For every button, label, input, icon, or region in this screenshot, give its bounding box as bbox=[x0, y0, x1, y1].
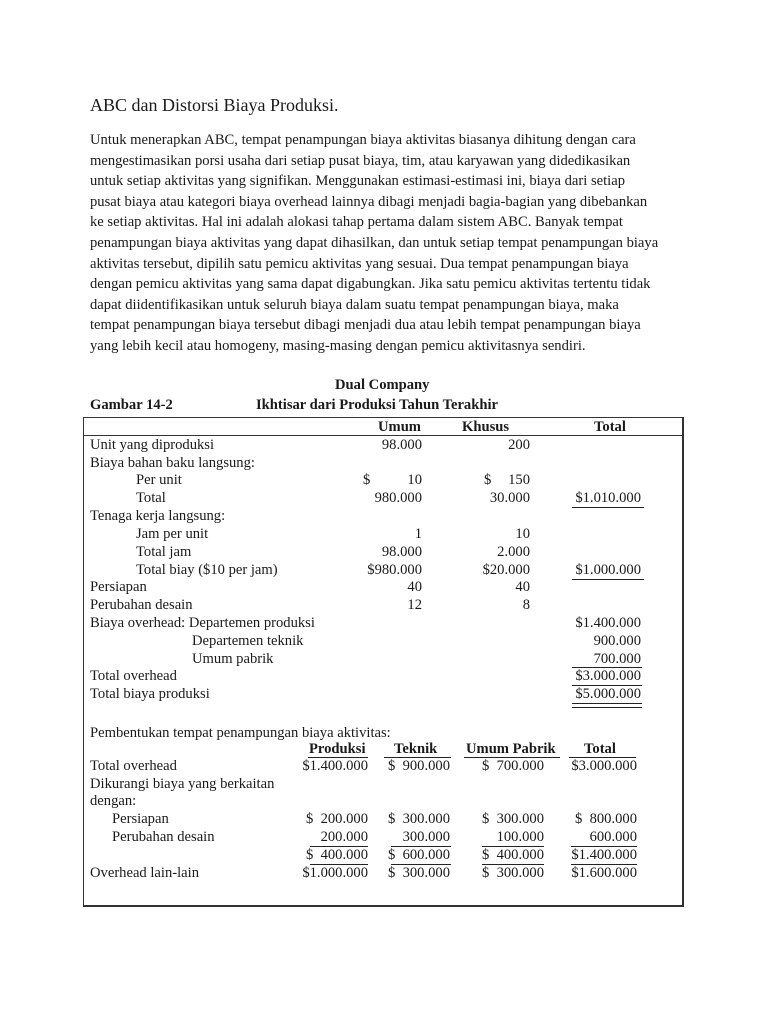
row-label: Unit yang diproduksi bbox=[90, 437, 215, 453]
pool-cell: $ 300.000 bbox=[387, 865, 450, 881]
cell-umum: 98.000 bbox=[381, 544, 422, 560]
figure-title: Ikhtisar dari Produksi Tahun Terakhir bbox=[256, 397, 498, 413]
pool-header-umum-pabrik: Umum Pabrik bbox=[466, 741, 556, 757]
pool-underline bbox=[310, 864, 368, 865]
cell-total: 700.000 bbox=[593, 651, 641, 667]
paragraph-line: untuk setiap aktivitas yang signifikan. Menggunakan estimasi-estimasi ini, biaya dari setiap bbox=[90, 173, 625, 190]
pool-cell: $ 300.000 bbox=[481, 865, 544, 881]
pool-underline bbox=[391, 864, 451, 865]
pool-cell: $3.000.000 bbox=[571, 758, 637, 774]
paragraph-line: dapat diidentifikasikan untuk seluruh biaya dalam suatu tempat penampungan biaya, maka bbox=[90, 296, 619, 313]
paragraph-line: pusat biaya atau kategori biaya overhead lainnya dibagi menjadi bagia-bagian yang dibebankan bbox=[90, 193, 648, 210]
cell-total: $3.000.000 bbox=[575, 668, 641, 684]
cell-total: $5.000.000 bbox=[575, 686, 641, 702]
paragraph-line: yang lebih kecil atau homogeny, masing-masing dengan pemicu aktivitasnya sendiri. bbox=[90, 337, 586, 354]
pool-cell: 600.000 bbox=[589, 829, 637, 845]
cell-total: $1.000.000 bbox=[575, 562, 641, 578]
row-label: Jam per unit bbox=[136, 526, 209, 542]
cell-khusus: $20.000 bbox=[482, 562, 530, 578]
paragraph-line: penampungan biaya aktivitas yang dapat dihasilkan, dan untuk setiap tempat penampungan biaya bbox=[90, 234, 659, 251]
total-underline bbox=[572, 667, 642, 668]
cell-umum: 1 bbox=[414, 526, 422, 542]
pool-header-produksi: Produksi bbox=[309, 741, 366, 757]
cell-khusus: 200 bbox=[508, 437, 530, 453]
pool-underline bbox=[482, 846, 544, 847]
paragraph-line: tempat penampungan biaya tersebut dibagi menjadi dua atau lebih tempat penampungan biaya bbox=[90, 317, 641, 334]
pool-cell: $ 600.000 bbox=[387, 847, 450, 863]
pool-cell: $ 700.000 bbox=[481, 758, 544, 774]
row-label: Total biaya produksi bbox=[90, 686, 210, 702]
row-label: Per unit bbox=[136, 472, 182, 488]
pool-cell: $ 300.000 bbox=[481, 811, 544, 827]
pool-cell: 300.000 bbox=[402, 829, 450, 845]
row-label: Total bbox=[136, 490, 166, 506]
pool-cell: $1.400.000 bbox=[571, 847, 637, 863]
row-label: Total jam bbox=[136, 544, 192, 560]
cell-total: $1.400.000 bbox=[575, 615, 641, 631]
pool-row-label: Overhead lain-lain bbox=[90, 865, 199, 881]
body-paragraph bbox=[90, 130, 690, 357]
total-underline bbox=[572, 507, 644, 508]
cell-khusus: 150 bbox=[508, 472, 530, 488]
pool-row-label: Perubahan desain bbox=[112, 829, 215, 845]
paragraph-line: mengestimasikan porsi usaha dari setiap pusat biaya, tim, atau karyawan yang didedikasikan bbox=[90, 152, 631, 169]
total-underline bbox=[572, 579, 644, 580]
pool-cell: $ 400.000 bbox=[481, 847, 544, 863]
pool-row-label: dengan: bbox=[90, 793, 137, 809]
pool-cell: $ 200.000 bbox=[305, 811, 368, 827]
document-title: ABC dan Distorsi Biaya Produksi. bbox=[90, 95, 339, 115]
pool-cell: $ 800.000 bbox=[574, 811, 637, 827]
pool-underline bbox=[310, 846, 368, 847]
row-label: Biaya bahan baku langsung: bbox=[90, 455, 255, 471]
cell-total: $1.010.000 bbox=[575, 490, 641, 506]
pool-header-total: Total bbox=[584, 741, 616, 757]
row-label: Total biay ($10 per jam) bbox=[136, 562, 278, 578]
paragraph-line: Untuk menerapkan ABC, tempat penampungan biaya aktivitas biasanya dihitung dengan cara bbox=[90, 132, 636, 148]
pool-cell: $ 400.000 bbox=[305, 847, 368, 863]
pool-cell: $1.400.000 bbox=[302, 758, 368, 774]
cell-khusus: 2.000 bbox=[497, 544, 530, 560]
pool-row-label: Total overhead bbox=[90, 758, 177, 774]
cell-total: 900.000 bbox=[593, 633, 641, 649]
cell-umum: 12 bbox=[407, 597, 422, 613]
column-header-umum: Umum bbox=[378, 419, 421, 435]
total-underline bbox=[572, 703, 642, 704]
pool-underline bbox=[571, 864, 637, 865]
row-label: Persiapan bbox=[90, 579, 147, 595]
row-label: Biaya overhead: Departemen produksi bbox=[90, 615, 315, 631]
pool-underline bbox=[391, 846, 451, 847]
cell-khusus: 8 bbox=[522, 597, 530, 613]
paragraph-line: ke setiap aktivitas. Hal ini adalah alokasi tahap pertama dalam sistem ABC. Banyak tempat bbox=[90, 214, 623, 231]
figure-label: Gambar 14-2 bbox=[90, 397, 173, 413]
pool-header-teknik: Teknik bbox=[394, 741, 438, 757]
pool-underline bbox=[482, 864, 544, 865]
paragraph-line: dengan pemicu aktivitas yang sama dapat digabungkan. Jika satu pemicu aktivitas tertentu tidak bbox=[90, 276, 651, 293]
column-header-khusus: Khusus bbox=[462, 419, 510, 435]
row-label: Perubahan desain bbox=[90, 597, 193, 613]
row-label: Departemen teknik bbox=[192, 633, 304, 649]
paragraph-line: aktivitas tersebut, dipilih satu pemicu aktivitas yang sesuai. Dua tempat penampungan biaya bbox=[90, 255, 629, 272]
cell-khusus: 10 bbox=[515, 526, 530, 542]
cell-umum: 98.000 bbox=[381, 437, 422, 453]
pool-cell: 200.000 bbox=[320, 829, 368, 845]
total-underline bbox=[572, 707, 642, 708]
pool-row-label: Dikurangi biaya yang berkaitan bbox=[90, 776, 275, 792]
row-label: Umum pabrik bbox=[192, 651, 274, 667]
cell-khusus: 40 bbox=[515, 579, 530, 595]
cell-khusus: 30.000 bbox=[489, 490, 530, 506]
pool-cell: $ 300.000 bbox=[387, 811, 450, 827]
pool-section-heading: Pembentukan tempat penampungan biaya aktivitas: bbox=[90, 725, 391, 741]
column-header-total: Total bbox=[594, 419, 626, 435]
row-label: Total overhead bbox=[90, 668, 177, 684]
total-underline bbox=[572, 685, 642, 686]
pool-cell: $1.600.000 bbox=[571, 865, 637, 881]
row-label: Tenaga kerja langsung: bbox=[90, 508, 226, 524]
pool-cell: $1.000.000 bbox=[302, 865, 368, 881]
pool-underline bbox=[571, 846, 637, 847]
currency-symbol: $ bbox=[484, 472, 492, 488]
pool-cell: $ 900.000 bbox=[387, 758, 450, 774]
company-name: Dual Company bbox=[335, 377, 430, 393]
cell-umum: 980.000 bbox=[374, 490, 422, 506]
pool-cell: 100.000 bbox=[496, 829, 544, 845]
cell-umum: 10 bbox=[407, 472, 422, 488]
cell-umum: 40 bbox=[407, 579, 422, 595]
pool-row-label: Persiapan bbox=[112, 811, 169, 827]
cell-umum: $980.000 bbox=[367, 562, 422, 578]
currency-symbol: $ bbox=[363, 472, 371, 488]
